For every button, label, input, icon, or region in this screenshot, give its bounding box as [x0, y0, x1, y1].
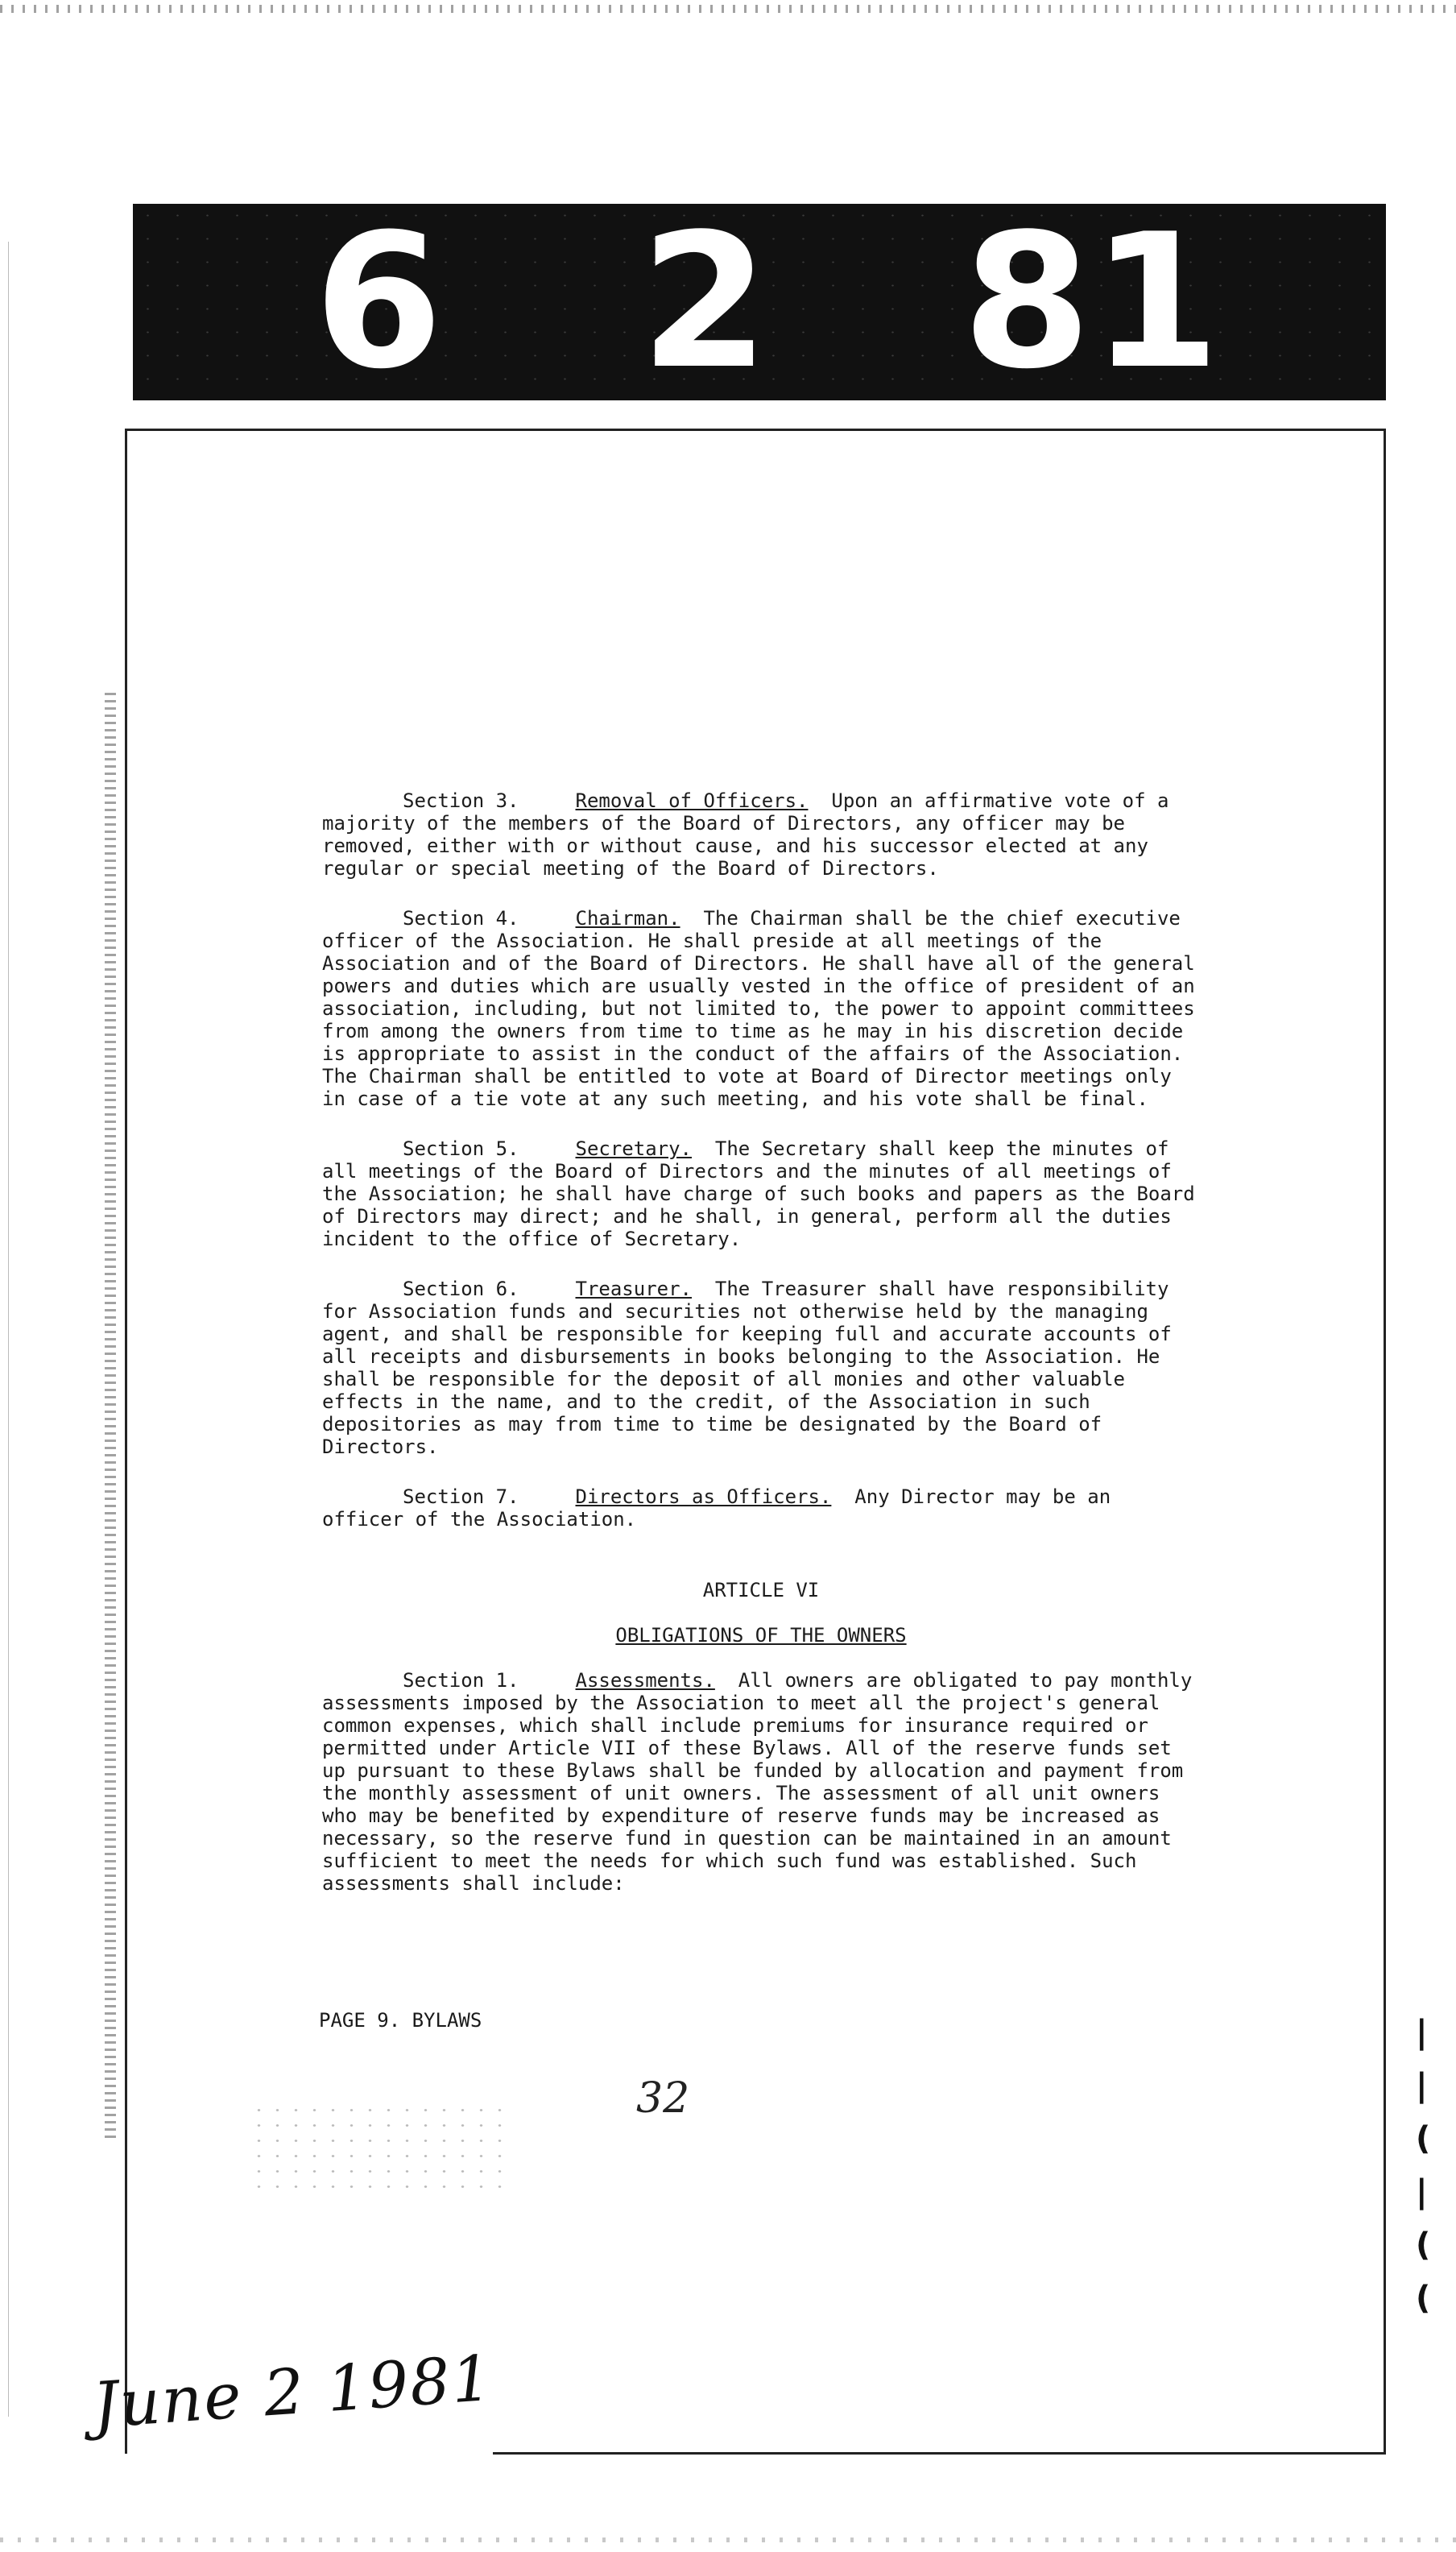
banner-month: 6 [314, 195, 444, 410]
section-7-paragraph [322, 1485, 1200, 1531]
article-heading: ARTICLE VI [702, 1579, 820, 1601]
section-7-text: Any Director may be an officer of the Association. [322, 1485, 1123, 1531]
scan-edge-line [8, 242, 9, 2417]
section-3-text: Upon an affirmative vote of a majority of the members of the Board of Directors, any officer may be removed, either with or without cause, and his successor elected at any regular or special meeting of the Board of Directors. [322, 789, 1181, 880]
margin-mark: | [1416, 2173, 1428, 2210]
handwritten-date: June 2 1981 [90, 2342, 496, 2443]
bylaws-text [322, 789, 1207, 1922]
section-3-number: Section 3. [403, 789, 519, 812]
scan-noise-top [0, 5, 1456, 13]
banner-year: 81 [962, 195, 1221, 410]
section-3-title: Removal of Officers. [575, 789, 809, 812]
section-4-title: Chairman. [575, 907, 680, 930]
section-4-text: The Chairman shall be the chief executive officer of the Association. He shall preside at all meetings of the Association and of the Board of Directors. He shall have all of the general powers and duties which are usually vested in the office of president of an association, including, but not limited to, the power to appoint committees from among the owners from time to time as he may in his discretion decide is appropriate to assist in the conduct of the affairs of the Association. The Chairman shall be entitled to vote at Board of Director meetings only in case of a tie vote at any such meeting, and his vote shall be final. [322, 907, 1207, 1110]
section-5-text: The Secretary shall keep the minutes of all meetings of the Board of Directors and the minutes of all meetings of the Association; he shall have charge of such books and papers as the Board of Directors may direct; and he shall, in general, perform all the duties incident to the office of Secretary. [322, 1137, 1207, 1250]
article-section-1-title: Assessments. [575, 1669, 715, 1692]
scan-noise-bottom [0, 2538, 1456, 2542]
section-7-title: Directors as Officers. [575, 1485, 832, 1508]
scan-binding-strip [105, 693, 116, 2143]
section-6-number: Section 6. [403, 1278, 519, 1300]
article-section-1-paragraph [322, 1669, 1204, 1895]
margin-mark: | [1416, 2014, 1428, 2051]
section-4-number: Section 4. [403, 907, 519, 930]
margin-binding-marks [1416, 2006, 1440, 2409]
date-banner [133, 195, 1386, 410]
section-6-text: The Treasurer shall have responsibility for Association funds and securities not otherwise held by the managing agent, and shall be responsible for keeping full and accurate accounts of all receipts and disbursements in books belonging to the Association. He shall be responsible for the deposit of all monies and other valuable effects in the name, and to the credit, of the Association in such depositories as may from time to time be designated by the Board of Directors. [322, 1278, 1184, 1458]
scan-smudge [250, 2102, 515, 2199]
page-footer-label: PAGE 9. BYLAWS [319, 2009, 482, 2032]
article-section-1-number: Section 1. [403, 1669, 519, 1692]
section-5-paragraph [322, 1137, 1207, 1250]
banner-day: 2 [640, 195, 770, 410]
article-subheading: OBLIGATIONS OF THE OWNERS [615, 1624, 907, 1647]
section-7-number: Section 7. [403, 1485, 519, 1508]
margin-mark: ( [1416, 2227, 1431, 2264]
margin-mark: ( [1416, 2120, 1431, 2157]
section-3-paragraph [322, 789, 1200, 880]
section-5-number: Section 5. [403, 1137, 519, 1160]
handwritten-page-number: 32 [636, 2074, 690, 2123]
margin-mark: | [1416, 2067, 1428, 2104]
article-section-1-text: All owners are obligated to pay monthly assessments imposed by the Association to meet all the project's general common expenses, which shall include premiums for insurance required or permitted under Article VII of these Bylaws. All of the reserve funds set up pursuant to these Bylaws shall be funded by allocation and payment from the monthly assessment of unit owners. The assessment of all unit owners who may be benefited by expenditure of reserve funds may be increased as necessary, so the reserve fund in question can be maintained in an amount sufficient to meet the needs for which such fund was established. Such assessments shall include: [322, 1669, 1204, 1895]
page-frame-bottom-rule [493, 2452, 1386, 2455]
section-6-paragraph [322, 1278, 1200, 1458]
section-4-paragraph [322, 907, 1207, 1110]
section-6-title: Treasurer. [575, 1278, 692, 1300]
section-5-title: Secretary. [575, 1137, 692, 1160]
margin-mark: ( [1416, 2280, 1431, 2317]
